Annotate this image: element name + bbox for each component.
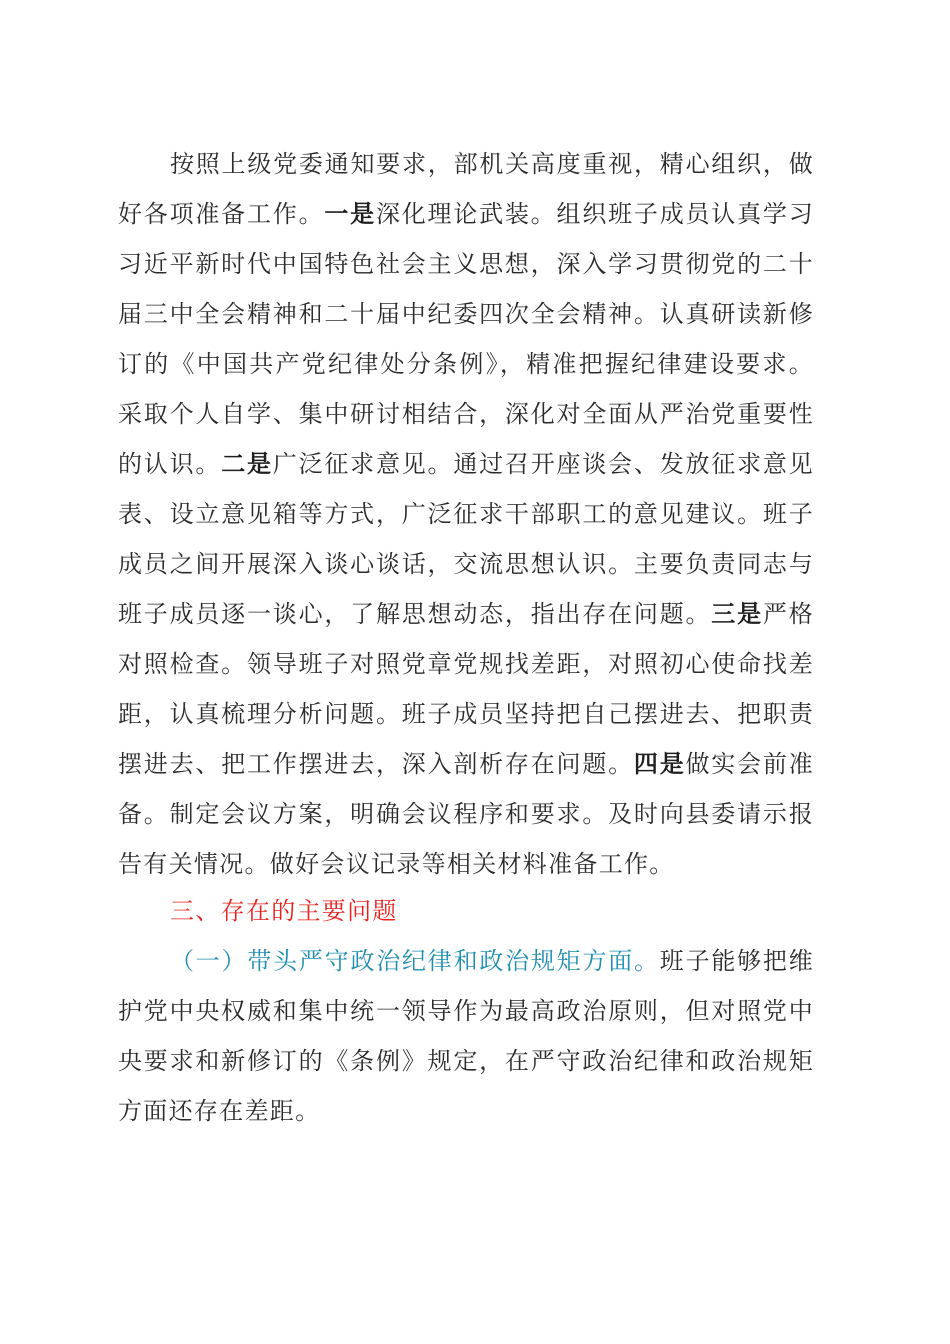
- section-heading-problems: 三、存在的主要问题: [170, 897, 398, 925]
- paragraph-text: 深化理论武装。组织班子成员认真学习习近平新时代中国特色社会主义思想，深入学习贯彻党的二十届三中全会精神和二十届中纪委四次全会精神。认真研读新修订的《中国共产党纪律处分条例》，精准把握纪律建设要求。采取个人自学、集中研讨相结合，深化对全面从严治党重要性的认识。: [118, 200, 814, 478]
- bold-marker-second: 二是: [221, 449, 273, 478]
- paragraph-text: 做实会前准备。制定会议方案，明确会议程序和要求。及时向县委请示报告有关情况。做好会议记录等相关材料准备工作。: [118, 750, 814, 878]
- bold-marker-fourth: 四是: [633, 749, 686, 778]
- paragraph-text: 按照上级党委通知要求，部机关高度重视，精心组织，做好各项准备工作。: [118, 150, 814, 228]
- subheading-political-discipline: （一）带头严守政治纪律和政治规矩方面。: [170, 947, 660, 975]
- paragraph-text: 广泛征求意见。通过召开座谈会、发放征求意见表、设立意见箱等方式，广泛征求干部职工的意见建议。班子成员之间开展深入谈心谈话，交流思想认识。主要负责同志与班子成员逐一谈心，了解思想动态，指出存在问题。: [118, 450, 814, 628]
- bold-marker-third: 三是: [711, 599, 763, 628]
- paragraph-political-discipline: [118, 936, 814, 1136]
- paragraph-text: 严格对照检查。领导班子对照党章党规找差距，对照初心使命找差距，认真梳理分析问题。班子成员坚持把自己摆进去、把职责摆进去、把工作摆进去，深入剖析存在问题。: [118, 600, 814, 778]
- paragraph-preparation: [118, 139, 814, 889]
- paragraph-text: 班子能够把维护党中央权威和集中统一领导作为最高政治原则，但对照党中央要求和新修订的《条例》规定，在严守政治纪律和政治规矩方面还存在差距。: [118, 947, 814, 1125]
- bold-marker-first: 一是: [324, 199, 376, 228]
